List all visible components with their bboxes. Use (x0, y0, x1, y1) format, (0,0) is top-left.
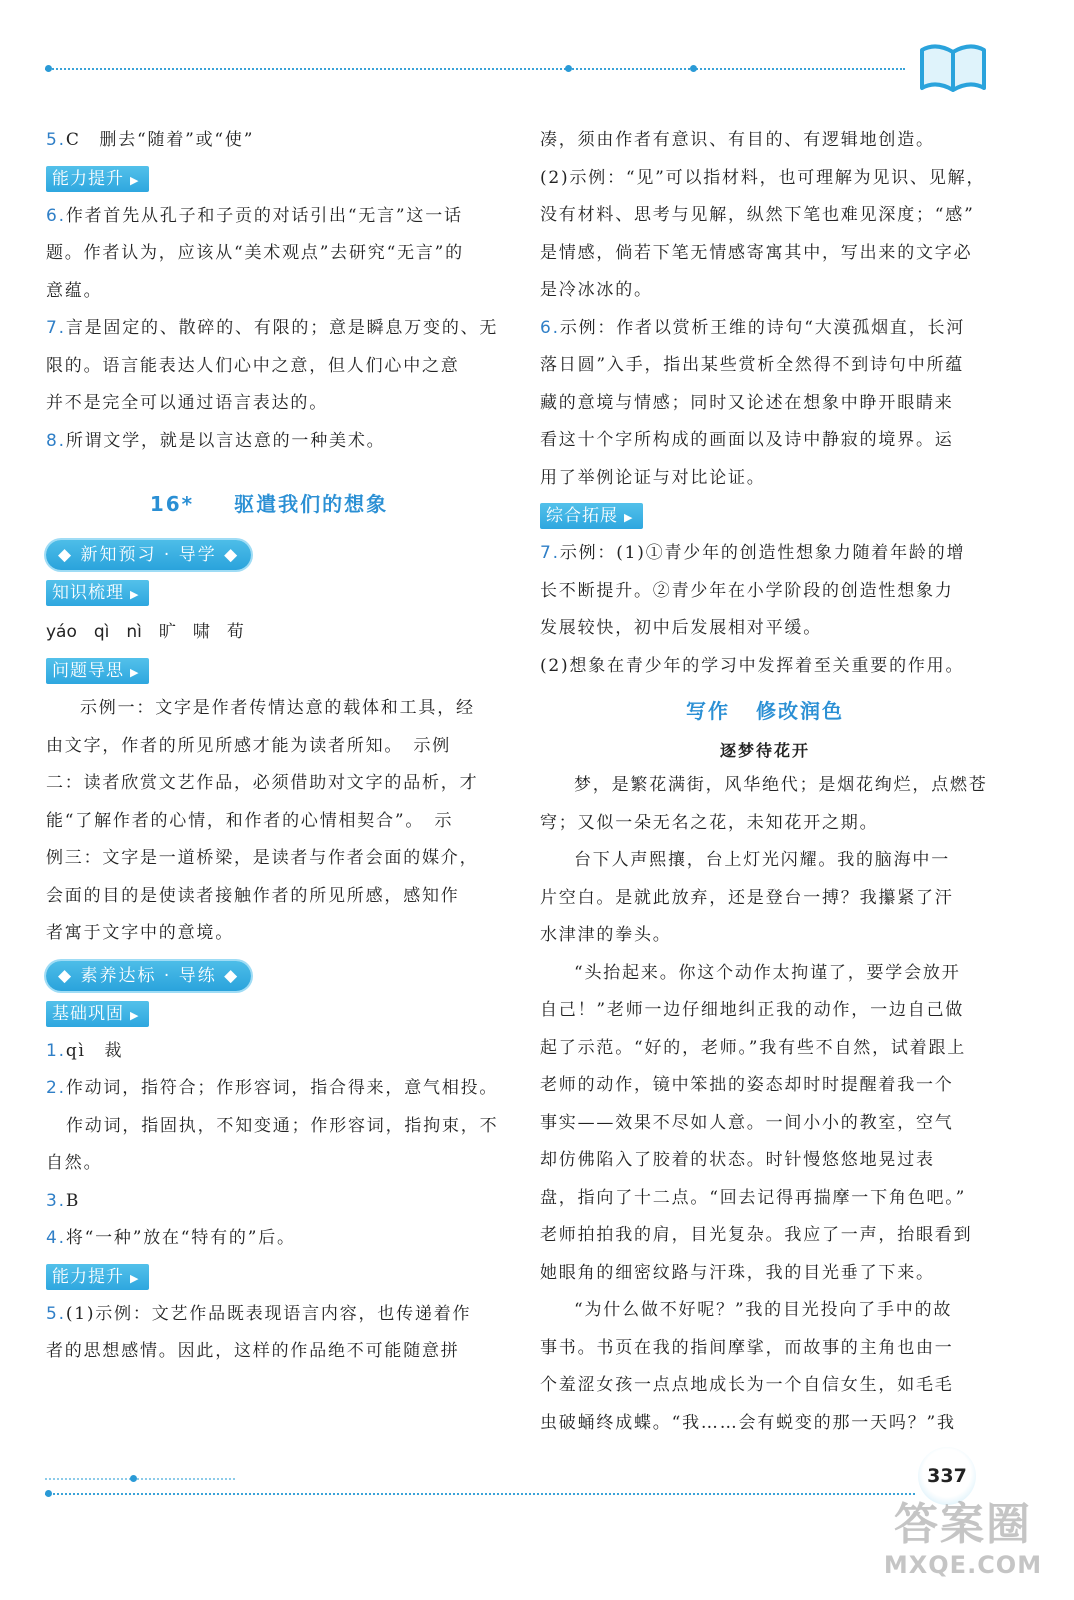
basic-answer-3: 3.B (46, 1190, 81, 1211)
answer-5: 5.C 删去“随着”或“使” (46, 130, 255, 150)
basic-answer-1: 1.qì 裁 (46, 1040, 124, 1061)
essay-title: 逐梦待花开 (719, 741, 810, 760)
essay-paragraph-1: 梦，是繁花满街，风华绝代；是烟花绚烂，点燃苍 穹；又似一朵无名之花，未知花开之期。 (540, 775, 988, 833)
answer-6: 6.作者首先从孔子和子贡的对话引出“无言”这一话 题。作者认为，应该从“美术观点”去研究“无言”的 意蕴。 (46, 205, 464, 301)
answer-7: 7.言是固定的、散碎的、有限的；意是瞬息万变的、无 限的。语言能表达人们心中之意，但人们心中之意 并不是完全可以通过语言表达的。 (46, 318, 499, 413)
answer-8: 8.所谓文学，就是以言达意的一种美术。 (46, 430, 386, 451)
answer-7-right: 7.示例：(1)①青少年的创造性想象力随着年龄的增 长不断提升。②青少年在小学阶段的创造性想象力 发展较快，初中后发展相对平缓。 (2)想象在青少年的学习中发挥着至关重要的作用。 (540, 543, 966, 676)
footer-dotted-line-short (45, 1478, 235, 1480)
basic-answer-5: 5.(1)示例：文艺作品既表现语言内容，也传递着作 者的思想感情。因此，这样的作品绝不可能随意拼 (46, 1303, 472, 1361)
essay-paragraph-4: “为什么做不好呢？”我的目光投向了手中的故 事书。书页在我的指间摩挲，而故事的主角也由一 个羞涩女孩一点点地成长为一个自信女生，如毛毛 虫破蛹终成蝶。“我……会有蜕变的那一天吗？”我 (540, 1300, 956, 1433)
right-column (540, 122, 990, 1442)
page-number: 337 (918, 1447, 976, 1505)
section-tag-ability-2: 能力提升 ▶ (46, 1264, 149, 1290)
section-tag-question: 问题导思 ▶ (46, 658, 149, 684)
header-dotted-line (45, 68, 905, 70)
left-column (46, 122, 499, 1371)
answer-6-right: 6.示例：作者以赏析王维的诗句“大漠孤烟直，长河 落日圆”入手，指出某些赏析全然得不到诗句中所蕴 藏的意境与情感；同时又论述在想象中睁开眼睛来 看这十个字所构成的画面以及诗中静寂的境界。运 用了举例论证与对比论证。 (540, 317, 966, 488)
essay-paragraph-2: 台下人声熙攘，台上灯光闪耀。我的脑海中一 片空白。是就此放弃，还是登台一搏？我攥紧了汗 水津津的拳头。 (540, 850, 954, 945)
question-guide-answer: 示例一：文字是作者传情达意的载体和工具，经 由文字，作者的所见所感才能为读者所知。 示例 二：读者欣赏文艺作品，必须借助对文字的品析，才 能“了解作者的心情，和作者的心情相契合”。 示 例三：文字是一道桥梁，是读者与作者会面的媒介， 会面的目的是使读者接触作者的所见所感，感知作 者寓于文字中的意境。 (46, 698, 479, 943)
answer-5-continued: 凑，须由作者有意识、有目的、有逻辑地创造。 (2)示例：“见”可以指材料，也可理解为见识、见解， 没有材料、思考与见解，纵然下笔也难见深度；“感” 是情感，倘若下笔无情感寄寓其中，写出来的文字必 是冷冰冰的。 (540, 130, 986, 300)
pinyin-answers: yáo qì nì 旷 啸 荀 (46, 622, 244, 642)
section-tag-basic: 基础巩固 ▶ (46, 1001, 149, 1027)
basic-answer-2: 2.作动词，指符合；作形容词，指合得来，意气相投。 作动词，指固执，不知变通；作形容词，指拘束，不 自然。 (46, 1078, 499, 1173)
section-tag-knowledge: 知识梳理 ▶ (46, 580, 149, 606)
writing-title: 写作 修改润色 (686, 699, 844, 723)
lesson-title: 16* 驱遣我们的想象 (149, 492, 389, 516)
essay-paragraph-3: “头抬起来。你这个动作太拘谨了，要学会放开 自己！”老师一边仔细地纠正我的动作，一边自己做 起了示范。“好的，老师。”我有些不自然，试着跟上 老师的动作，镜中笨拙的姿态却时时提醒着我一个 事实——效果不尽如人意。一间小小的教室，空气 却仿佛陷入了胶着的状态。时针慢悠悠地晃过表 盘，指向了十二点。“回去记得再揣摩一下角色吧。” 老师拍拍我的肩，目光复杂。我应了一声，抬眼看到 她眼角的细密纹路与汗珠，我的目光垂了下来。 (540, 962, 973, 1283)
section-tag-ability: 能力提升 ▶ (46, 166, 149, 192)
book-icon (918, 40, 988, 95)
watermark-logo: 答案圈 MXQE.COM (883, 1499, 1043, 1579)
basic-answer-4: 4.将“一种”放在“特有的”后。 (46, 1228, 296, 1248)
section-pill-preview: ◆ 新知预习 · 导学 ◆ (46, 540, 251, 570)
section-tag-extension: 综合拓展 ▶ (540, 503, 643, 529)
footer-dotted-line (45, 1493, 915, 1495)
section-pill-practice: ◆ 素养达标 · 导练 ◆ (46, 961, 251, 991)
